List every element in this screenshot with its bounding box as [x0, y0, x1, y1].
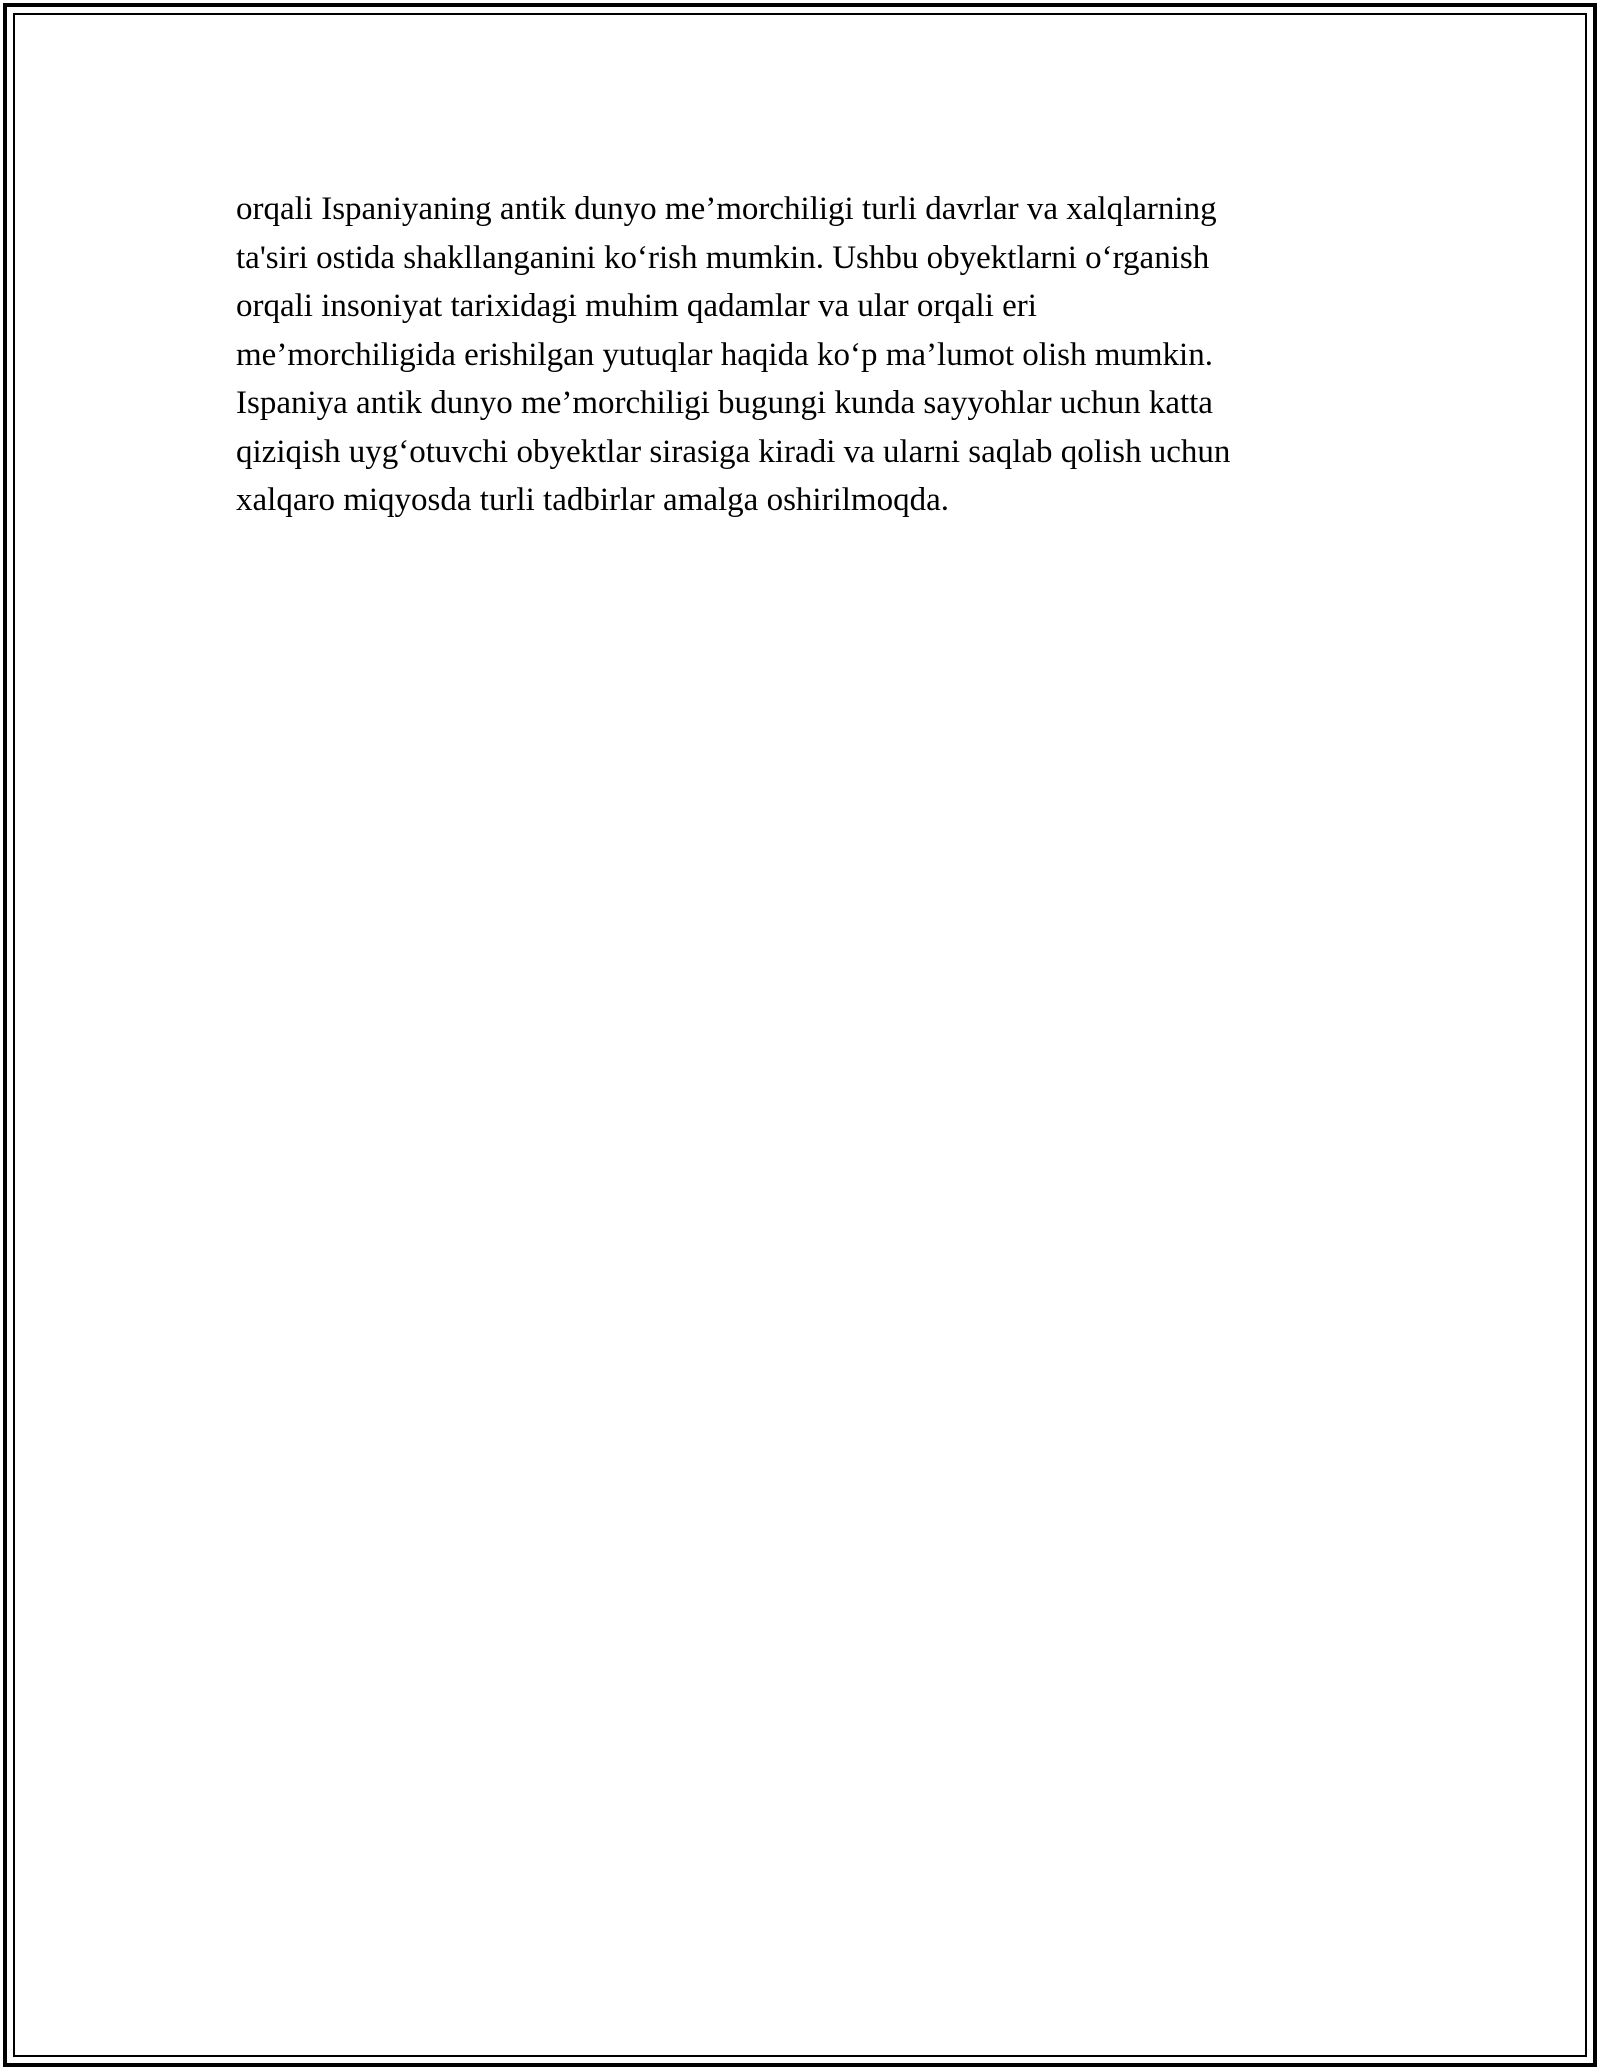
paragraph-line: Ispaniya antik dunyo me’morchiligi bugungi kunda sayyohlar uchun katta: [236, 385, 1213, 421]
paragraph-line: xalqaro miqyosda turli tadbirlar amalga oshirilmoqda.: [236, 482, 949, 518]
body-paragraph: [236, 185, 1386, 525]
paragraph-line: orqali insoniyat tarixidagi muhim qadamlar va ular orqali eri: [236, 288, 1037, 324]
paragraph-line: ta'siri ostida shakllanganini ko‘rish mumkin. Ushbu obyektlarni o‘rganish: [236, 239, 1210, 276]
paragraph-line: orqali Ispaniyaning antik dunyo me’morchiligi turli davrlar va xalqlarning: [236, 191, 1217, 227]
paragraph-line: qiziqish uyg‘otuvchi obyektlar sirasiga kiradi va ularni saqlab qolish uchun: [236, 433, 1231, 470]
paragraph-line: me’morchiligida erishilgan yutuqlar haqida ko‘p ma’lumot olish mumkin.: [236, 336, 1213, 373]
